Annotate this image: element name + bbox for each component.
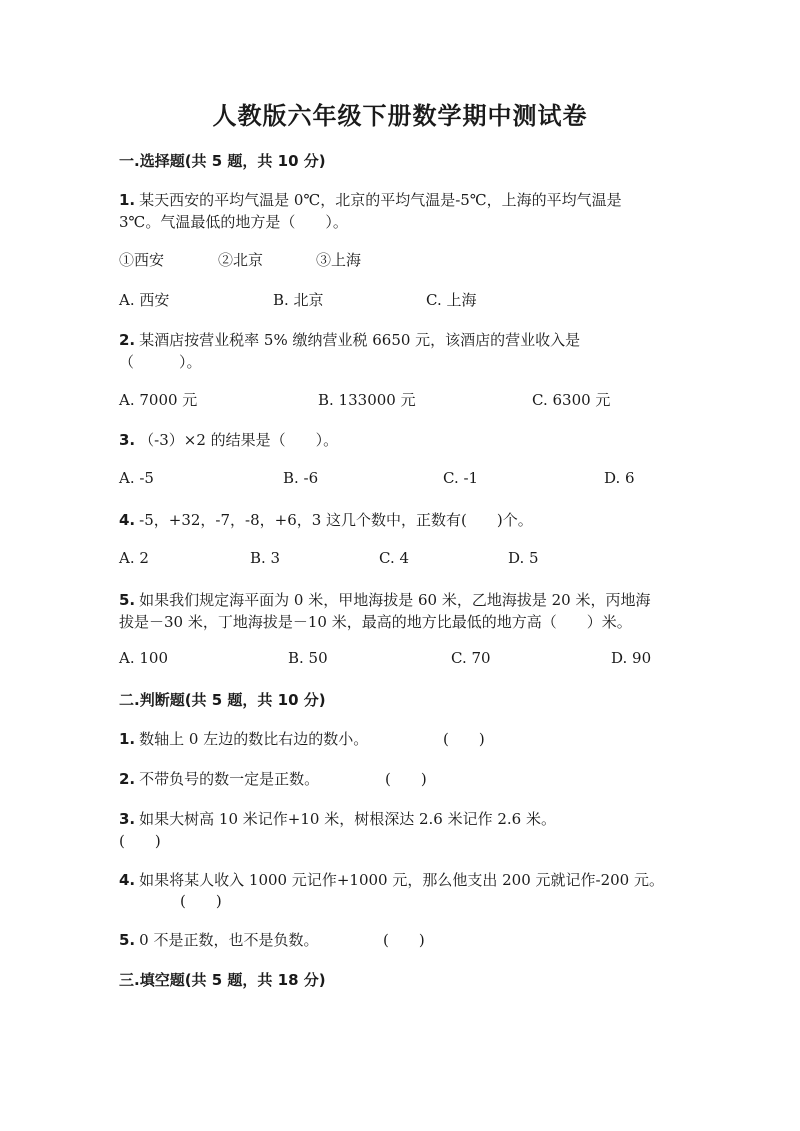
circled-item-3: ③上海 bbox=[316, 251, 362, 269]
question-number: 2. bbox=[119, 770, 136, 788]
question-3 bbox=[119, 429, 338, 450]
option-a: A. 2 bbox=[119, 549, 149, 567]
judge-3 bbox=[119, 808, 556, 829]
question-2-line1 bbox=[119, 329, 580, 350]
question-2-line2: （ ）。 bbox=[119, 353, 202, 371]
page-title: 人教版六年级下册数学期中测试卷 bbox=[212, 102, 588, 130]
option-d: D. 90 bbox=[611, 649, 652, 667]
judge-5 bbox=[119, 929, 318, 950]
circled-item-2: ②北京 bbox=[218, 251, 264, 269]
question-1-line2: 3℃。气温最低的地方是（ ）。 bbox=[119, 213, 348, 231]
option-a: A. -5 bbox=[119, 469, 154, 487]
option-b: B. -6 bbox=[283, 469, 319, 487]
question-text: （-3）×2 的结果是（ ）。 bbox=[139, 431, 339, 449]
option-c: C. 70 bbox=[451, 649, 491, 667]
question-text: 如果将某人收入 1000 元记作+1000 元，那么他支出 200 元就记作-200 元。 bbox=[139, 871, 664, 889]
option-b: B. 50 bbox=[288, 649, 328, 667]
option-a: A. 西安 bbox=[119, 291, 170, 309]
question-number: 4. bbox=[119, 511, 136, 529]
option-c: C. 上海 bbox=[426, 291, 477, 309]
section-heading-choice: 一.选择题(共 5 题，共 10 分) bbox=[119, 152, 326, 170]
option-d: D. 5 bbox=[508, 549, 539, 567]
judge-1 bbox=[119, 728, 368, 749]
question-text: 数轴上 0 左边的数比右边的数小。 bbox=[139, 730, 369, 748]
option-c: C. 6300 元 bbox=[532, 391, 611, 409]
answer-blank: ( ) bbox=[180, 892, 222, 910]
question-5-line2: 拔是－30 米，丁地海拔是－10 米，最高的地方比最低的地方高（ ）米。 bbox=[119, 613, 632, 631]
question-number: 5. bbox=[119, 591, 136, 609]
question-text: 如果我们规定海平面为 0 米，甲地海拔是 60 米，乙地海拔是 20 米，丙地海 bbox=[139, 591, 651, 609]
question-text: 某天西安的平均气温是 0℃，北京的平均气温是-5℃，上海的平均气温是 bbox=[139, 191, 622, 209]
option-b: B. 北京 bbox=[273, 291, 324, 309]
option-a: A. 100 bbox=[119, 649, 168, 667]
option-d: D. 6 bbox=[604, 469, 635, 487]
question-number: 3. bbox=[119, 810, 136, 828]
answer-blank: ( ) bbox=[385, 770, 427, 788]
option-c: C. 4 bbox=[379, 549, 410, 567]
question-number: 1. bbox=[119, 191, 136, 209]
option-b: B. 3 bbox=[250, 549, 281, 567]
option-b: B. 133000 元 bbox=[318, 391, 416, 409]
section-heading-judgement: 二.判断题(共 5 题，共 10 分) bbox=[119, 691, 326, 709]
option-c: C. -1 bbox=[443, 469, 479, 487]
question-number: 3. bbox=[119, 431, 136, 449]
question-5-line1 bbox=[119, 589, 650, 610]
answer-blank: ( ) bbox=[443, 730, 485, 748]
judge-2 bbox=[119, 768, 319, 789]
circled-item-1: ①西安 bbox=[119, 251, 165, 269]
question-text: 某酒店按营业税率 5% 缴纳营业税 6650 元，该酒店的营业收入是 bbox=[139, 331, 581, 349]
answer-blank: ( ) bbox=[119, 832, 161, 850]
option-a: A. 7000 元 bbox=[119, 391, 198, 409]
question-text: -5，+32，-7，-8，+6，3 这几个数中，正数有( )个。 bbox=[139, 511, 533, 529]
question-number: 5. bbox=[119, 931, 136, 949]
question-1-line1 bbox=[119, 189, 622, 210]
question-text: 0 不是正数，也不是负数。 bbox=[139, 931, 319, 949]
judge-4 bbox=[119, 869, 664, 890]
question-number: 2. bbox=[119, 331, 136, 349]
question-text: 不带负号的数一定是正数。 bbox=[139, 770, 320, 788]
question-number: 4. bbox=[119, 871, 136, 889]
question-text: 如果大树高 10 米记作+10 米，树根深达 2.6 米记作 2.6 米。 bbox=[139, 810, 556, 828]
question-4 bbox=[119, 509, 533, 530]
answer-blank: ( ) bbox=[383, 931, 425, 949]
question-number: 1. bbox=[119, 730, 136, 748]
section-heading-fill-blank: 三.填空题(共 5 题，共 18 分) bbox=[119, 971, 326, 989]
